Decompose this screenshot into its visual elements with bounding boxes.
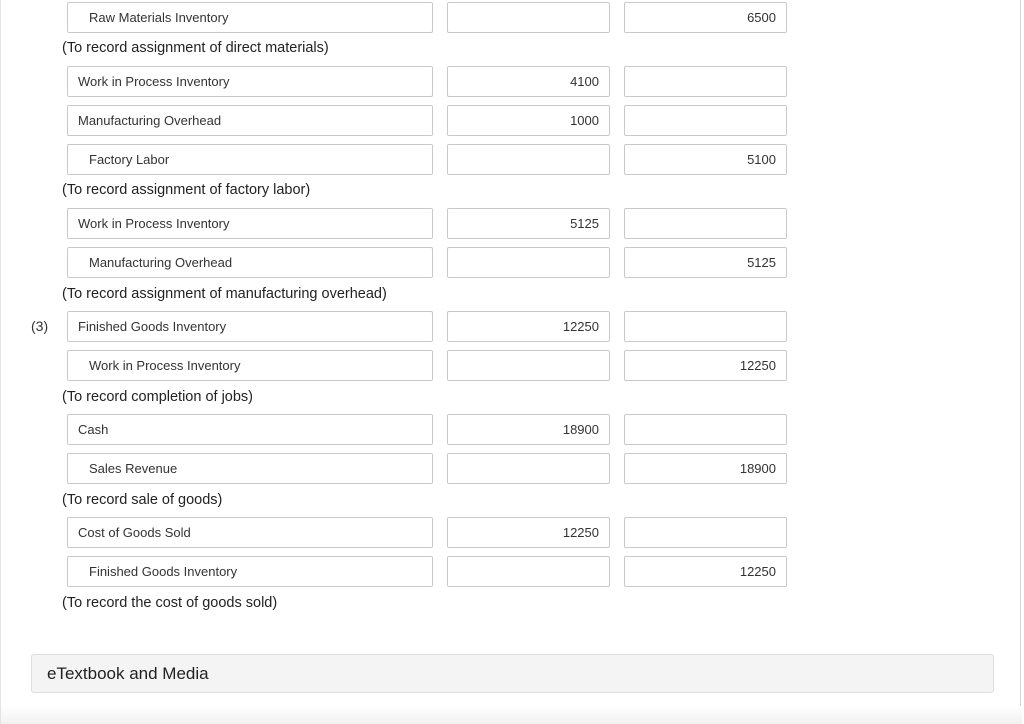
- account-field[interactable]: Finished Goods Inventory: [67, 311, 433, 342]
- journal-entry-row: [1, 2, 1021, 34]
- credit-amount-field[interactable]: [624, 66, 787, 97]
- journal-entry-row: [1, 556, 1021, 588]
- debit-amount-field[interactable]: 12250: [447, 311, 610, 342]
- account-field[interactable]: Finished Goods Inventory: [67, 556, 433, 587]
- credit-amount-field[interactable]: 5125: [624, 247, 787, 278]
- journal-entry-row: [1, 105, 1021, 137]
- debit-amount-field[interactable]: 4100: [447, 66, 610, 97]
- debit-amount-field[interactable]: [447, 350, 610, 381]
- credit-amount-field[interactable]: 5100: [624, 144, 787, 175]
- debit-amount-field[interactable]: [447, 453, 610, 484]
- etextbook-media-bar[interactable]: [31, 654, 994, 693]
- account-field[interactable]: Cost of Goods Sold: [67, 517, 433, 548]
- debit-amount-field[interactable]: 12250: [447, 517, 610, 548]
- entry-number-label: (3): [31, 318, 49, 334]
- journal-entry-row: [1, 350, 1021, 382]
- account-field[interactable]: Work in Process Inventory: [67, 66, 433, 97]
- credit-amount-field[interactable]: [624, 311, 787, 342]
- credit-amount-field[interactable]: 12250: [624, 350, 787, 381]
- account-field[interactable]: Manufacturing Overhead: [67, 105, 433, 136]
- journal-entry-row: [1, 517, 1021, 549]
- credit-amount-field[interactable]: 6500: [624, 2, 787, 33]
- entry-explanation: (To record assignment of direct materials): [62, 40, 329, 56]
- debit-amount-field[interactable]: 18900: [447, 414, 610, 445]
- entry-explanation: (To record assignment of manufacturing overhead): [62, 286, 387, 302]
- entry-explanation: (To record the cost of goods sold): [62, 595, 278, 611]
- etextbook-media-label: eTextbook and Media: [47, 664, 209, 683]
- journal-entry-row: [1, 311, 1021, 343]
- journal-entry-row: [1, 66, 1021, 98]
- journal-entry-row: [1, 247, 1021, 279]
- journal-entry-row: [1, 144, 1021, 176]
- debit-amount-field[interactable]: 1000: [447, 105, 610, 136]
- account-field[interactable]: Work in Process Inventory: [67, 208, 433, 239]
- debit-amount-field[interactable]: [447, 556, 610, 587]
- journal-entry-row: [1, 453, 1021, 485]
- account-field[interactable]: Factory Labor: [67, 144, 433, 175]
- journal-entry-row: [1, 414, 1021, 446]
- credit-amount-field[interactable]: [624, 414, 787, 445]
- page-bottom-shadow: [1, 706, 1022, 724]
- credit-amount-field[interactable]: 18900: [624, 453, 787, 484]
- account-field[interactable]: Work in Process Inventory: [67, 350, 433, 381]
- account-field[interactable]: Raw Materials Inventory: [67, 2, 433, 33]
- account-field[interactable]: Sales Revenue: [67, 453, 433, 484]
- entry-explanation: (To record completion of jobs): [62, 389, 253, 405]
- debit-amount-field[interactable]: [447, 247, 610, 278]
- debit-amount-field[interactable]: [447, 144, 610, 175]
- credit-amount-field[interactable]: 12250: [624, 556, 787, 587]
- credit-amount-field[interactable]: [624, 208, 787, 239]
- credit-amount-field[interactable]: [624, 105, 787, 136]
- credit-amount-field[interactable]: [624, 517, 787, 548]
- entry-explanation: (To record sale of goods): [62, 492, 223, 508]
- entry-explanation: (To record assignment of factory labor): [62, 182, 311, 198]
- account-field[interactable]: Manufacturing Overhead: [67, 247, 433, 278]
- account-field[interactable]: Cash: [67, 414, 433, 445]
- debit-amount-field[interactable]: 5125: [447, 208, 610, 239]
- journal-entry-row: [1, 208, 1021, 240]
- debit-amount-field[interactable]: [447, 2, 610, 33]
